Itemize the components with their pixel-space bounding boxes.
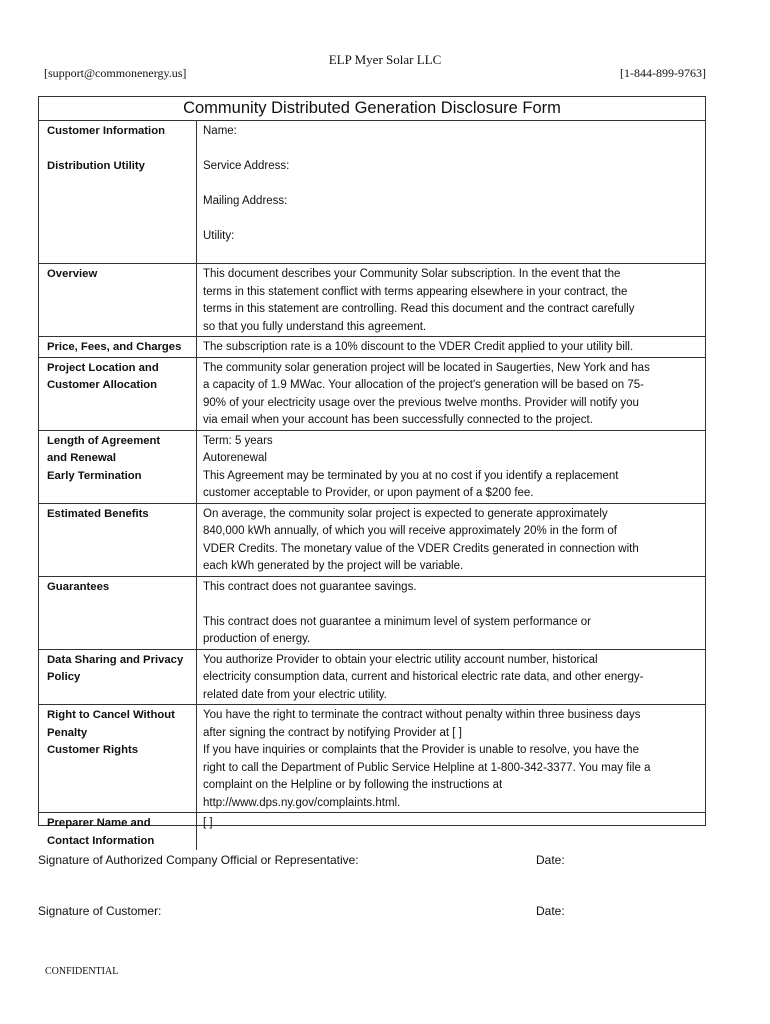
support-phone: [1-844-899-9763]	[620, 66, 706, 80]
text-line: On average, the community solar project is expected to generate approximately	[203, 507, 608, 520]
guarantees-label: Guarantees	[39, 577, 197, 649]
label-line: Penalty	[47, 726, 88, 739]
project-text	[197, 358, 705, 430]
price-label: Price, Fees, and Charges	[39, 337, 197, 357]
text-line: customer acceptable to Provider, or upon payment of a $200 fee.	[203, 487, 534, 499]
confidential-footer: CONFIDENTIAL	[45, 966, 119, 977]
preparer-label	[39, 813, 197, 850]
label-line: Length of Agreement	[47, 434, 161, 447]
text-line: 840,000 kWh annually, of which you will receive approximately 20% in the form of	[203, 525, 617, 537]
text-line: electricity consumption data, current and historical electric rate data, and other energy-	[203, 671, 644, 683]
data-sharing-row	[39, 650, 705, 706]
renewal-text: Autorenewal	[203, 452, 267, 464]
customer-labels	[39, 121, 197, 263]
name-field-label: Name:	[203, 125, 237, 137]
label-line: Contact Information	[47, 834, 155, 847]
customer-signature-label: Signature of Customer:	[38, 904, 162, 918]
label-line: Right to Cancel Without	[47, 709, 175, 721]
text-line: This contract does not guarantee a minimum level of system performance or	[203, 615, 591, 628]
guarantees-row	[39, 577, 705, 650]
text-line: This contract does not guarantee savings.	[203, 580, 417, 593]
text-line: http://www.dps.ny.gov/complaints.html.	[203, 796, 401, 809]
text-line: The subscription rate is a 10% discount to the VDER Credit applied to your utility bill.	[203, 341, 634, 353]
text-line: production of energy.	[203, 633, 311, 645]
benefits-text	[197, 504, 705, 576]
customer-information-label: Customer Information	[47, 125, 165, 137]
label-line: Customer Allocation	[47, 379, 158, 391]
text-line: via email when your account has been successfully connected to the project.	[203, 414, 593, 426]
length-row	[39, 431, 705, 504]
customer-rights-label: Customer Rights	[47, 744, 139, 756]
project-label	[39, 358, 197, 430]
service-address-label: Service Address:	[203, 160, 290, 172]
cancel-label	[39, 705, 197, 812]
guarantees-text	[197, 577, 705, 649]
label-line: and Renewal	[47, 452, 117, 464]
text-line: related date from your electric utility.	[203, 688, 387, 701]
data-sharing-text	[197, 650, 705, 705]
text-line: The community solar generation project will be located in Saugerties, New York and has	[203, 361, 650, 374]
date-label: Date:	[536, 904, 565, 918]
cancel-row	[39, 705, 705, 813]
text-line: after signing the contract by notifying Provider at [ ]	[203, 726, 462, 739]
price-row	[39, 337, 705, 358]
preparer-row	[39, 813, 705, 850]
text-line: a capacity of 1.9 MWac. Your allocation of the project's generation will be based on 75-	[203, 379, 644, 391]
text-line: each kWh generated by the project will be variable.	[203, 560, 464, 572]
text-line: This document describes your Community Solar subscription. In the event that the	[203, 268, 621, 280]
preparer-value: [ ]	[203, 817, 213, 829]
benefits-row	[39, 504, 705, 577]
text-line: terms in this statement are controlling. Read this document and the contract carefully	[203, 303, 635, 315]
text-line: You authorize Provider to obtain your electric utility account number, historical	[203, 653, 598, 666]
customer-section	[39, 121, 705, 264]
text-line: terms in this statement conflict with terms appearing elsewhere in your contract, the	[203, 285, 628, 298]
text-line: This Agreement may be terminated by you at no cost if you identify a replacement	[203, 469, 619, 482]
length-label	[39, 431, 197, 503]
label-line: Preparer Name and	[47, 817, 151, 829]
label-line: Policy	[47, 671, 81, 683]
company-name: ELP Myer Solar LLC	[328, 52, 442, 67]
date-label: Date:	[536, 853, 565, 867]
text-line: complaint on the Helpline or by following the instructions at	[203, 779, 503, 791]
term-text: Term: 5 years	[203, 434, 273, 447]
text-line: You have the right to terminate the contract without penalty within three business days	[203, 709, 641, 721]
form-title: Community Distributed Generation Disclosure Form	[39, 97, 705, 121]
official-signature-label: Signature of Authorized Company Official or Representative:	[38, 853, 359, 867]
mailing-address-label: Mailing Address:	[203, 195, 288, 207]
support-email: [support@commonenergy.us]	[44, 66, 187, 80]
early-termination-label: Early Termination	[47, 469, 142, 482]
project-row	[39, 358, 705, 431]
distribution-utility-label: Distribution Utility	[47, 160, 145, 172]
spacer	[203, 246, 699, 264]
cancel-text	[197, 705, 705, 812]
label-line: Project Location and	[47, 361, 159, 374]
data-sharing-label	[39, 650, 197, 705]
price-text	[197, 337, 705, 357]
label-line: Data Sharing and Privacy	[47, 653, 184, 666]
utility-label: Utility:	[203, 230, 235, 242]
text-line: right to call the Department of Public Service Helpline at 1-800-342-3377. You may file a	[203, 761, 651, 774]
overview-label: Overview	[39, 264, 197, 336]
text-line: VDER Credits. The monetary value of the VDER Credits generated in connection with	[203, 542, 639, 555]
disclosure-form	[38, 96, 706, 847]
preparer-text	[197, 813, 705, 850]
customer-fields	[197, 121, 705, 263]
overview-text	[197, 264, 705, 336]
text-line: 90% of your electricity usage over the previous twelve months. Provider will notify you	[203, 396, 639, 409]
benefits-label: Estimated Benefits	[39, 504, 197, 576]
text-line: so that you fully understand this agreement.	[203, 320, 427, 333]
length-text	[197, 431, 705, 503]
overview-row	[39, 264, 705, 337]
text-line: If you have inquiries or complaints that the Provider is unable to resolve, you have the	[203, 744, 639, 756]
